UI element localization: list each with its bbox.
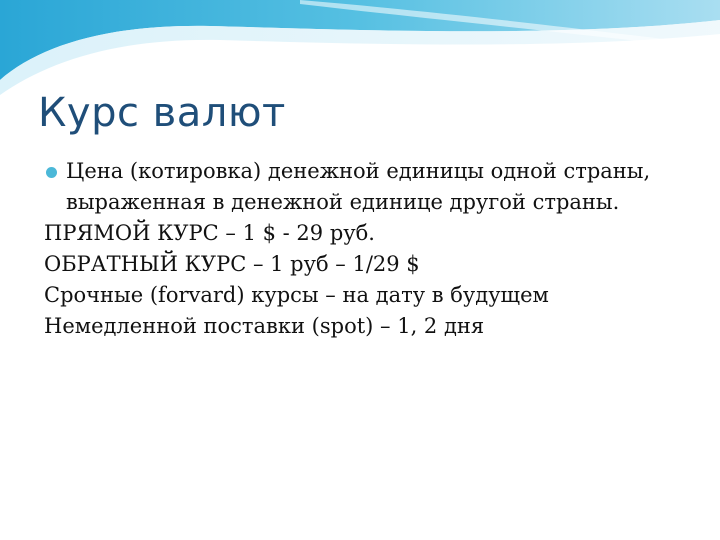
reverse-rate-line: ОБРАТНЫЙ КУРС – 1 руб – 1/29 $	[44, 252, 420, 276]
bullet-text: Цена (котировка) денежной единицы одной страны, выраженная в денежной единице другой страны.	[66, 159, 651, 214]
slide-content	[44, 156, 684, 342]
spot-rate-line: Немедленной поставки (spot) – 1, 2 дня	[44, 314, 485, 338]
slide-title: Курс валют	[38, 90, 286, 136]
direct-rate-line: ПРЯМОЙ КУРС – 1 $ - 29 руб.	[44, 221, 375, 245]
bullet-dot-icon	[46, 167, 57, 178]
forward-rate-line: Срочные (forvard) курсы – на дату в будущем	[44, 283, 549, 307]
bullet-item	[44, 156, 684, 218]
